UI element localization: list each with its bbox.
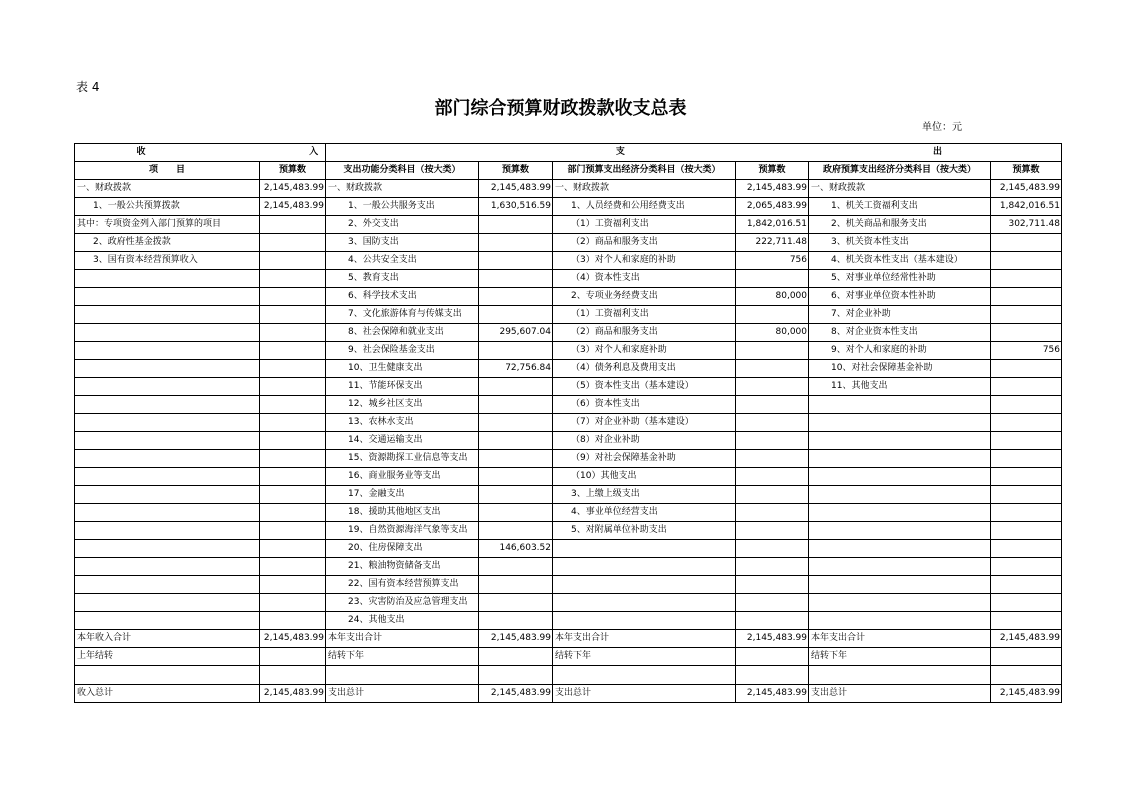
cell-gov-econ-amount [991, 270, 1062, 288]
cell-income-amount [260, 486, 326, 504]
cell-dept-econ-amount [736, 450, 809, 468]
cell-function-item: 20、住房保障支出 [326, 540, 479, 558]
cell-gov-econ-amount [991, 468, 1062, 486]
cell-dept-econ-amount: 756 [736, 252, 809, 270]
cell-income-amount [260, 270, 326, 288]
cell-function-amount [479, 576, 553, 594]
cell-function-amount [479, 666, 553, 685]
cell-dept-econ-amount: 1,842,016.51 [736, 216, 809, 234]
cell-gov-econ-item: 7、对企业补助 [809, 306, 991, 324]
cell-dept-econ-item [553, 558, 736, 576]
cell-income-item [75, 558, 260, 576]
cell-income-amount [260, 450, 326, 468]
cell-income-item [75, 576, 260, 594]
cell-dept-econ-amount [736, 540, 809, 558]
cell-gov-econ-amount [991, 252, 1062, 270]
cell-income-amount [260, 252, 326, 270]
cell-function-item: 12、城乡社区支出 [326, 396, 479, 414]
cell-gov-econ-item: 4、机关资本性支出（基本建设） [809, 252, 991, 270]
cell-income-amount [260, 648, 326, 666]
cell-function-item: 24、其他支出 [326, 612, 479, 630]
expense-group-char-1: 支 [615, 147, 625, 157]
cell-income-item [75, 360, 260, 378]
cell-income-amount [260, 558, 326, 576]
cell-dept-econ-amount [736, 612, 809, 630]
cell-gov-econ-item: 2、机关商品和服务支出 [809, 216, 991, 234]
cell-function-item: 16、商业服务业等支出 [326, 468, 479, 486]
cell-function-item: 15、资源勘探工业信息等支出 [326, 450, 479, 468]
cell-dept-econ-item: （3）对个人和家庭的补助 [553, 252, 736, 270]
cell-gov-econ-amount [991, 594, 1062, 612]
cell-gov-econ-amount: 2,145,483.99 [991, 630, 1062, 648]
cell-gov-econ-amount [991, 360, 1062, 378]
cell-function-amount [479, 414, 553, 432]
cell-gov-econ-item: 3、机关资本性支出 [809, 234, 991, 252]
cell-dept-econ-item [553, 666, 736, 685]
cell-income-item [75, 288, 260, 306]
cell-income-item [75, 450, 260, 468]
cell-dept-econ-item: 4、事业单位经营支出 [553, 504, 736, 522]
cell-dept-econ-item: 5、对附属单位补助支出 [553, 522, 736, 540]
cell-income-item: 一、财政拨款 [75, 180, 260, 198]
cell-dept-econ-item: （4）资本性支出 [553, 270, 736, 288]
cell-function-amount [479, 270, 553, 288]
table-row [75, 450, 1062, 468]
cell-dept-econ-amount [736, 378, 809, 396]
cell-dept-econ-item: （2）商品和服务支出 [553, 234, 736, 252]
col-header-income-item: 项 目 [75, 162, 260, 180]
cell-dept-econ-amount: 80,000 [736, 288, 809, 306]
cell-income-amount [260, 594, 326, 612]
cell-function-amount [479, 306, 553, 324]
cell-function-amount [479, 342, 553, 360]
table-row [75, 198, 1062, 216]
table-row [75, 486, 1062, 504]
table-row [75, 612, 1062, 630]
cell-dept-econ-amount [736, 468, 809, 486]
cell-income-item [75, 432, 260, 450]
cell-function-item: 4、公共安全支出 [326, 252, 479, 270]
cell-income-amount [260, 234, 326, 252]
cell-income-amount [260, 612, 326, 630]
cell-function-item: 结转下年 [326, 648, 479, 666]
cell-income-item [75, 522, 260, 540]
cell-dept-econ-item: （6）资本性支出 [553, 396, 736, 414]
cell-dept-econ-item: （10）其他支出 [553, 468, 736, 486]
cell-dept-econ-item: 结转下年 [553, 648, 736, 666]
group-header-row [75, 144, 1062, 162]
cell-gov-econ-item: 9、对个人和家庭的补助 [809, 342, 991, 360]
cell-gov-econ-amount: 2,145,483.99 [991, 180, 1062, 198]
cell-function-item [326, 666, 479, 685]
cell-gov-econ-amount [991, 648, 1062, 666]
col-header-gov-econ-amount: 预算数 [991, 162, 1062, 180]
cell-income-item [75, 396, 260, 414]
cell-income-amount [260, 432, 326, 450]
cell-function-amount [479, 432, 553, 450]
table-row [75, 396, 1062, 414]
income-group-header [75, 144, 326, 162]
cell-function-item: 8、社会保障和就业支出 [326, 324, 479, 342]
unit-label: 单位：元 [922, 122, 962, 133]
cell-function-amount: 2,145,483.99 [479, 685, 553, 703]
cell-income-item [75, 504, 260, 522]
cell-function-item: 21、粮油物资储备支出 [326, 558, 479, 576]
cell-function-item: 19、自然资源海洋气象等支出 [326, 522, 479, 540]
cell-gov-econ-item: 结转下年 [809, 648, 991, 666]
table-row [75, 342, 1062, 360]
cell-income-item [75, 594, 260, 612]
cell-gov-econ-item: 支出总计 [809, 685, 991, 703]
cell-gov-econ-item [809, 414, 991, 432]
cell-gov-econ-amount [991, 378, 1062, 396]
cell-income-item: 本年收入合计 [75, 630, 260, 648]
col-header-gov-econ-class: 政府预算支出经济分类科目（按大类） [809, 162, 991, 180]
cell-function-amount: 295,607.04 [479, 324, 553, 342]
cell-function-amount [479, 558, 553, 576]
table-row [75, 648, 1062, 666]
cell-dept-econ-amount [736, 576, 809, 594]
cell-dept-econ-amount [736, 558, 809, 576]
cell-function-amount [479, 216, 553, 234]
cell-function-item: 10、卫生健康支出 [326, 360, 479, 378]
cell-income-amount [260, 576, 326, 594]
cell-function-amount [479, 378, 553, 396]
cell-income-item [75, 612, 260, 630]
cell-dept-econ-amount [736, 666, 809, 685]
cell-function-item: 3、国防支出 [326, 234, 479, 252]
col-header-dept-econ-class: 部门预算支出经济分类科目（按大类） [553, 162, 736, 180]
cell-gov-econ-item: 1、机关工资福利支出 [809, 198, 991, 216]
cell-gov-econ-amount [991, 486, 1062, 504]
cell-gov-econ-amount [991, 324, 1062, 342]
cell-income-item [75, 378, 260, 396]
cell-gov-econ-amount [991, 432, 1062, 450]
cell-gov-econ-item: 一、财政拨款 [809, 180, 991, 198]
cell-function-item: 5、教育支出 [326, 270, 479, 288]
income-group-char-2: 入 [309, 147, 319, 157]
cell-gov-econ-amount: 302,711.48 [991, 216, 1062, 234]
cell-dept-econ-item: 支出总计 [553, 685, 736, 703]
cell-income-amount [260, 216, 326, 234]
cell-function-item: 一、财政拨款 [326, 180, 479, 198]
cell-dept-econ-item [553, 576, 736, 594]
table-row [75, 414, 1062, 432]
cell-income-item [75, 486, 260, 504]
table-row [75, 504, 1062, 522]
cell-gov-econ-item: 10、对社会保障基金补助 [809, 360, 991, 378]
cell-function-amount: 72,756.84 [479, 360, 553, 378]
cell-function-amount [479, 234, 553, 252]
cell-dept-econ-item: 1、人员经费和公用经费支出 [553, 198, 736, 216]
table-row [75, 522, 1062, 540]
cell-gov-econ-item [809, 396, 991, 414]
cell-income-amount: 2,145,483.99 [260, 198, 326, 216]
cell-gov-econ-item [809, 468, 991, 486]
cell-gov-econ-item [809, 450, 991, 468]
cell-gov-econ-amount [991, 450, 1062, 468]
cell-income-amount [260, 288, 326, 306]
cell-function-item: 23、灾害防治及应急管理支出 [326, 594, 479, 612]
cell-function-item: 14、交通运输支出 [326, 432, 479, 450]
cell-dept-econ-amount: 2,145,483.99 [736, 685, 809, 703]
cell-dept-econ-item: （8）对企业补助 [553, 432, 736, 450]
cell-gov-econ-item [809, 522, 991, 540]
cell-income-item: 1、一般公共预算拨款 [75, 198, 260, 216]
col-header-function-class: 支出功能分类科目（按大类） [326, 162, 479, 180]
cell-income-amount: 2,145,483.99 [260, 630, 326, 648]
cell-dept-econ-item: 一、财政拨款 [553, 180, 736, 198]
cell-function-item: 1、一般公共服务支出 [326, 198, 479, 216]
cell-dept-econ-amount: 80,000 [736, 324, 809, 342]
budget-summary-table [74, 143, 1062, 703]
cell-gov-econ-amount [991, 234, 1062, 252]
col-header-function-amount: 预算数 [479, 162, 553, 180]
cell-gov-econ-item: 本年支出合计 [809, 630, 991, 648]
cell-dept-econ-item [553, 540, 736, 558]
cell-income-amount [260, 504, 326, 522]
cell-gov-econ-amount [991, 558, 1062, 576]
cell-dept-econ-amount: 2,145,483.99 [736, 630, 809, 648]
cell-gov-econ-amount [991, 576, 1062, 594]
income-group-char-1: 收 [136, 147, 146, 157]
cell-dept-econ-item: （1）工资福利支出 [553, 216, 736, 234]
table-row [75, 288, 1062, 306]
cell-function-item: 7、文化旅游体育与传媒支出 [326, 306, 479, 324]
cell-function-amount: 2,145,483.99 [479, 180, 553, 198]
cell-income-amount [260, 414, 326, 432]
cell-income-amount: 2,145,483.99 [260, 180, 326, 198]
cell-function-item: 18、援助其他地区支出 [326, 504, 479, 522]
table-row [75, 685, 1062, 703]
cell-gov-econ-amount [991, 522, 1062, 540]
cell-dept-econ-amount: 2,145,483.99 [736, 180, 809, 198]
table-row [75, 378, 1062, 396]
cell-dept-econ-item [553, 594, 736, 612]
cell-gov-econ-item: 6、对事业单位资本性补助 [809, 288, 991, 306]
cell-income-amount [260, 468, 326, 486]
cell-gov-econ-item [809, 540, 991, 558]
table-number: 表 4 [76, 80, 100, 94]
cell-dept-econ-amount [736, 342, 809, 360]
cell-dept-econ-item: （5）资本性支出（基本建设） [553, 378, 736, 396]
cell-function-amount [479, 648, 553, 666]
col-header-dept-econ-amount: 预算数 [736, 162, 809, 180]
cell-dept-econ-item: （2）商品和服务支出 [553, 324, 736, 342]
cell-dept-econ-amount: 2,065,483.99 [736, 198, 809, 216]
expense-group-char-2: 出 [933, 147, 943, 157]
table-row [75, 252, 1062, 270]
cell-dept-econ-amount [736, 594, 809, 612]
table-row [75, 558, 1062, 576]
table-row [75, 270, 1062, 288]
cell-function-amount [479, 612, 553, 630]
cell-function-item: 13、农林水支出 [326, 414, 479, 432]
cell-dept-econ-amount [736, 414, 809, 432]
cell-dept-econ-item: 2、专项业务经费支出 [553, 288, 736, 306]
cell-income-item [75, 540, 260, 558]
cell-income-amount [260, 666, 326, 685]
cell-gov-econ-amount: 1,842,016.51 [991, 198, 1062, 216]
cell-function-amount: 2,145,483.99 [479, 630, 553, 648]
table-row [75, 432, 1062, 450]
cell-gov-econ-amount [991, 612, 1062, 630]
cell-income-item [75, 414, 260, 432]
cell-function-amount [479, 288, 553, 306]
cell-dept-econ-item: （3）对个人和家庭补助 [553, 342, 736, 360]
cell-function-amount [479, 504, 553, 522]
cell-income-item [75, 306, 260, 324]
table-row [75, 630, 1062, 648]
cell-dept-econ-amount [736, 504, 809, 522]
page-title: 部门综合预算财政拨款收支总表 [434, 98, 687, 119]
cell-income-item: 2、政府性基金拨款 [75, 234, 260, 252]
cell-gov-econ-amount [991, 306, 1062, 324]
cell-income-amount [260, 378, 326, 396]
col-header-income-amount: 预算数 [260, 162, 326, 180]
cell-function-item: 支出总计 [326, 685, 479, 703]
cell-function-item: 9、社会保险基金支出 [326, 342, 479, 360]
cell-function-amount [479, 468, 553, 486]
cell-income-item: 收入总计 [75, 685, 260, 703]
cell-income-amount [260, 360, 326, 378]
cell-dept-econ-amount [736, 432, 809, 450]
table-row [75, 666, 1062, 685]
cell-function-item: 6、科学技术支出 [326, 288, 479, 306]
table-row [75, 594, 1062, 612]
column-header-row [75, 162, 1062, 180]
cell-gov-econ-amount: 2,145,483.99 [991, 685, 1062, 703]
cell-income-amount [260, 396, 326, 414]
cell-function-amount [479, 486, 553, 504]
cell-dept-econ-item: 本年支出合计 [553, 630, 736, 648]
cell-income-amount [260, 342, 326, 360]
cell-dept-econ-amount [736, 360, 809, 378]
cell-dept-econ-item: （7）对企业补助（基本建设） [553, 414, 736, 432]
cell-income-item: 其中：专项资金列入部门预算的项目 [75, 216, 260, 234]
cell-dept-econ-item: （4）债务利息及费用支出 [553, 360, 736, 378]
table-row [75, 234, 1062, 252]
cell-function-item: 11、节能环保支出 [326, 378, 479, 396]
cell-gov-econ-item: 11、其他支出 [809, 378, 991, 396]
table-row [75, 216, 1062, 234]
cell-income-item [75, 666, 260, 685]
cell-gov-econ-amount [991, 414, 1062, 432]
cell-income-amount [260, 324, 326, 342]
cell-gov-econ-item [809, 486, 991, 504]
table-body [75, 180, 1062, 703]
cell-income-amount [260, 306, 326, 324]
cell-income-item [75, 342, 260, 360]
cell-gov-econ-item [809, 612, 991, 630]
cell-gov-econ-item: 5、对事业单位经常性补助 [809, 270, 991, 288]
cell-function-item: 2、外交支出 [326, 216, 479, 234]
cell-income-item: 3、国有资本经营预算收入 [75, 252, 260, 270]
table-row [75, 306, 1062, 324]
cell-function-item: 17、金融支出 [326, 486, 479, 504]
cell-dept-econ-item [553, 612, 736, 630]
table-row [75, 576, 1062, 594]
cell-income-amount [260, 522, 326, 540]
table-row [75, 180, 1062, 198]
cell-function-item: 22、国有资本经营预算支出 [326, 576, 479, 594]
cell-gov-econ-item [809, 666, 991, 685]
cell-dept-econ-amount [736, 270, 809, 288]
cell-gov-econ-item [809, 504, 991, 522]
cell-gov-econ-amount [991, 666, 1062, 685]
cell-dept-econ-item: （1）工资福利支出 [553, 306, 736, 324]
cell-function-amount [479, 522, 553, 540]
cell-function-item: 本年支出合计 [326, 630, 479, 648]
cell-income-item [75, 324, 260, 342]
cell-income-amount: 2,145,483.99 [260, 685, 326, 703]
cell-gov-econ-item [809, 558, 991, 576]
cell-income-item: 上年结转 [75, 648, 260, 666]
cell-function-amount [479, 594, 553, 612]
cell-gov-econ-amount [991, 540, 1062, 558]
cell-function-amount [479, 450, 553, 468]
cell-gov-econ-amount: 756 [991, 342, 1062, 360]
cell-dept-econ-amount [736, 522, 809, 540]
cell-income-amount [260, 540, 326, 558]
cell-gov-econ-item [809, 432, 991, 450]
cell-function-amount: 1,630,516.59 [479, 198, 553, 216]
cell-function-amount [479, 396, 553, 414]
cell-function-amount [479, 252, 553, 270]
cell-dept-econ-item: 3、上缴上级支出 [553, 486, 736, 504]
cell-dept-econ-amount [736, 306, 809, 324]
cell-gov-econ-item: 8、对企业资本性支出 [809, 324, 991, 342]
cell-dept-econ-amount [736, 486, 809, 504]
table-row [75, 360, 1062, 378]
table-row [75, 324, 1062, 342]
expense-group-header [326, 144, 1062, 162]
cell-income-item [75, 468, 260, 486]
cell-gov-econ-item [809, 594, 991, 612]
cell-dept-econ-amount [736, 648, 809, 666]
cell-gov-econ-amount [991, 396, 1062, 414]
cell-dept-econ-amount [736, 396, 809, 414]
cell-gov-econ-item [809, 576, 991, 594]
cell-income-item [75, 270, 260, 288]
cell-function-amount: 146,603.52 [479, 540, 553, 558]
cell-gov-econ-amount [991, 288, 1062, 306]
cell-dept-econ-amount: 222,711.48 [736, 234, 809, 252]
table-row [75, 540, 1062, 558]
cell-gov-econ-amount [991, 504, 1062, 522]
cell-dept-econ-item: （9）对社会保障基金补助 [553, 450, 736, 468]
table-row [75, 468, 1062, 486]
